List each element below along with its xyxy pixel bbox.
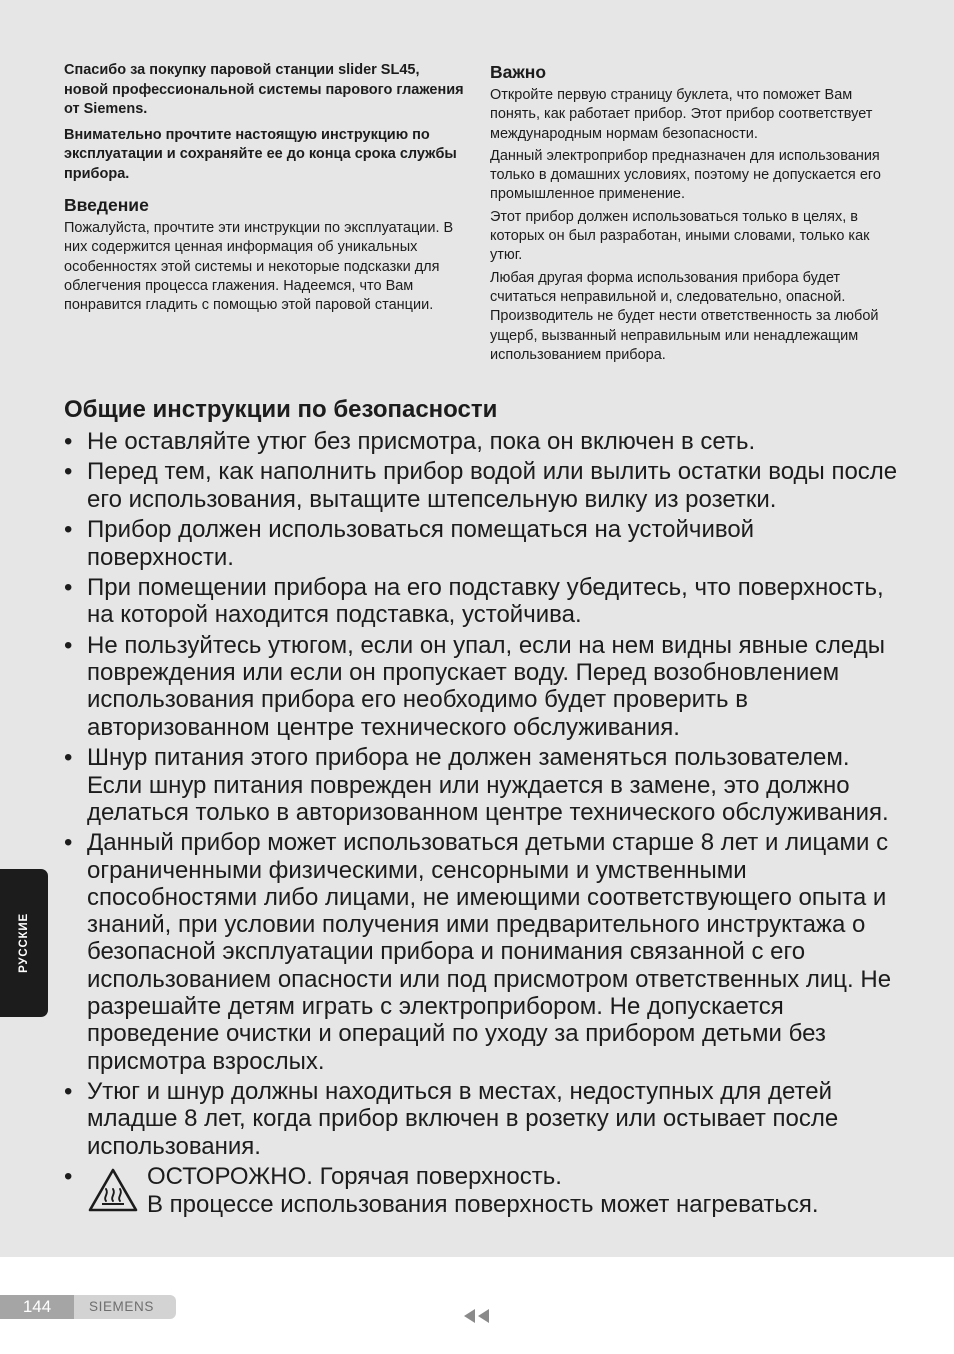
- bullet-dot: •: [64, 744, 73, 772]
- important-column: [490, 61, 900, 368]
- read-carefully-text: Внимательно прочтите настоящую инструкцию по эксплуатации и сохраняйте ее до конца срока службы прибора.: [64, 126, 457, 182]
- safety-item-text: Не пользуйтесь утюгом, если он упал, если на нем видны явные следы повреждения или если он пропускает воду. Перед возобновлением использования прибора его необходимо будет проверить в авторизованном центре технического обслуживания.: [87, 631, 885, 741]
- bullet-dot: •: [64, 516, 73, 544]
- safety-item: [64, 1078, 904, 1160]
- warning-title: ОСТОРОЖНО. Горячая поверхность.: [147, 1163, 562, 1191]
- hot-surface-warning-icon: [87, 1167, 139, 1213]
- introduction-text: Пожалуйста, прочтите эти инструкции по эксплуатации. В них содержится ценная информация об уникальных особенностях этой системы и некоторые подсказки для облегчения процесса глажения. Надеемся, что Вам понравится гладить с помощью этой паровой станции.: [64, 220, 454, 314]
- important-paragraph: Этот прибор должен использоваться только в целях, в которых он был разработан, иными словами, только как утюг.: [490, 208, 870, 264]
- safety-item: [64, 516, 904, 571]
- language-tab: [0, 869, 48, 1017]
- brand-name: SIEMENS: [89, 1299, 154, 1314]
- warning-description: В процессе использования поверхность может нагреваться.: [147, 1190, 819, 1218]
- bullet-dot: •: [64, 458, 73, 486]
- bullet-dot: •: [64, 1078, 73, 1106]
- bullet-dot: •: [64, 829, 73, 857]
- thanks-text: Спасибо за покупку паровой станции slider SL45, новой профессиональной системы парового глажения от Siemens.: [64, 62, 464, 117]
- safety-item-text: Не оставляйте утюг без присмотра, пока он включен в сеть.: [87, 428, 756, 455]
- safety-item-text: Шнур питания этого прибора не должен заменяться пользователем. Если шнур питания поврежден или нуждается в замене, это должно делаться только в авторизованном центре технического обслуживания.: [87, 744, 889, 826]
- bullet-dot: •: [64, 631, 73, 659]
- safety-list: [64, 428, 904, 1221]
- warning-row: [64, 1163, 904, 1218]
- safety-item: [64, 458, 904, 513]
- important-heading: Важно: [490, 62, 547, 82]
- footer-bar: [0, 1295, 176, 1319]
- safety-item: [64, 744, 904, 826]
- intro-column: [64, 61, 464, 318]
- bullet-dot: •: [64, 574, 73, 602]
- safety-item: [64, 574, 904, 629]
- safety-item: [64, 829, 904, 1075]
- language-tab-label: РУССКИЕ: [18, 913, 30, 973]
- safety-item-text: При помещении прибора на его подставку убедитесь, что поверхность, на которой находится подставка, устойчива.: [87, 574, 884, 629]
- warning-text: [147, 1163, 819, 1218]
- safety-heading: Общие инструкции по безопасности: [64, 396, 498, 423]
- safety-item-text: Утюг и шнур должны находиться в местах, недоступных для детей младше 8 лет, когда прибор включен в розетку или остывает после использования.: [87, 1078, 839, 1160]
- important-paragraph: Любая другая форма использования прибора будет считаться неправильной и, следовательно, опасной. Производитель не будет нести ответственность за любой ущерб, вызванный неправильным или ненадлежащим использованием прибора.: [490, 269, 879, 363]
- safety-item: [64, 428, 904, 455]
- introduction-heading: Введение: [64, 195, 149, 215]
- important-paragraph: Данный электроприбор предназначен для использования только в домашних условиях, поэтому не допускается его промышленное применение.: [490, 147, 881, 203]
- bullet-dot: •: [64, 428, 73, 455]
- safety-item: [64, 632, 904, 741]
- safety-item-text: Перед тем, как наполнить прибор водой или вылить остатки воды после его использования, вытащите штепсельную вилку из розетки.: [87, 458, 898, 513]
- important-paragraph: Откройте первую страницу буклета, что поможет Вам понять, как работает прибор. Этот прибор соответствует международным нормам безопасности.: [490, 87, 873, 142]
- bullet-dot: •: [64, 1163, 73, 1191]
- page-number: 144: [0, 1295, 74, 1319]
- safety-item-text: Данный прибор может использоваться детьми старше 8 лет и лицами с ограниченными физическими, сенсорными и умственными способностями либо лицами, не имеющими соответствующего опыта и знаний, при условии получения ими предварительного инструктажа о безопасной эксплуатации прибора и понимания связанной с его использованием опасности или под присмотром ответственных лиц. Не разрешайте детям играть с электроприбором. Не допускается проведение очистки и операций по уходу за прибором детьми без присмотра взрослых.: [87, 829, 892, 1075]
- double-left-arrow-icon[interactable]: [462, 1308, 492, 1324]
- safety-item-text: Прибор должен использоваться помещаться на устойчивой поверхности.: [87, 516, 755, 571]
- warning-item: [64, 1163, 904, 1218]
